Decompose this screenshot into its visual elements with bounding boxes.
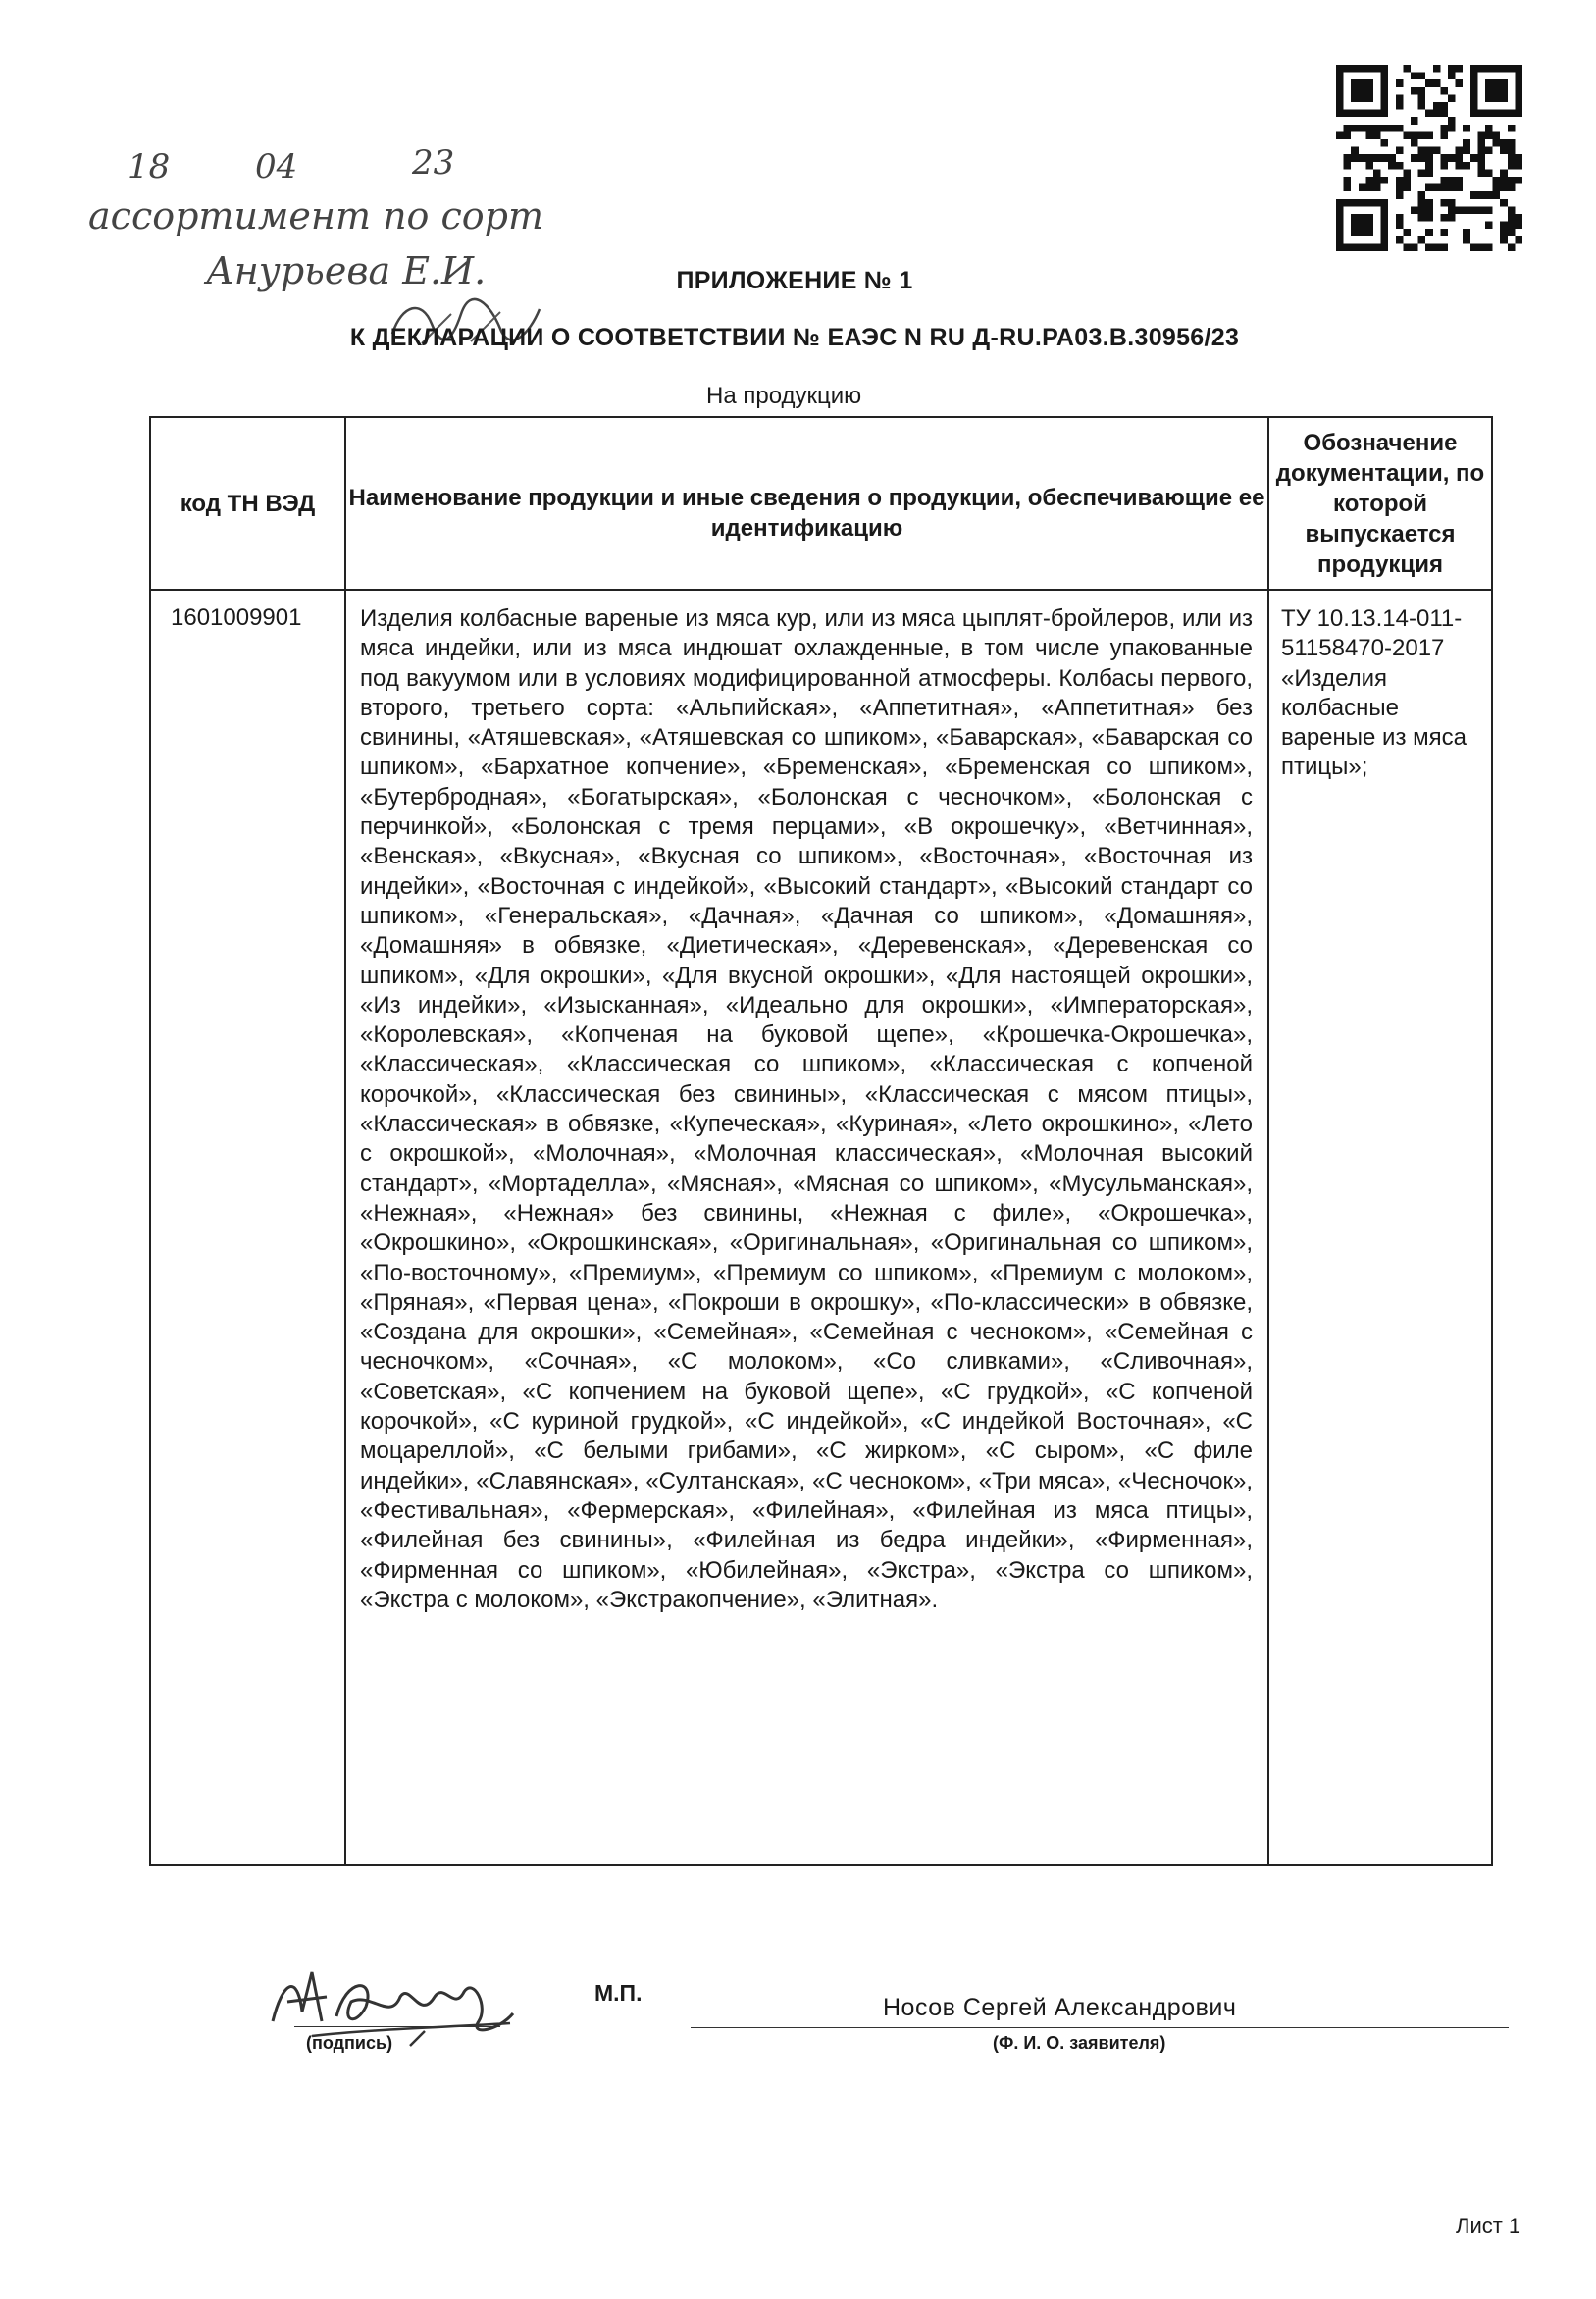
applicant-name-line [691,2027,1509,2028]
signature-caption: (подпись) [306,2033,393,2053]
handwritten-note: ассортимент по сорт [88,194,544,237]
handwritten-name: Анурьева Е.И. [206,249,487,292]
cell-product-description: Изделия колбасные вареные из мяса кур, или из мяса цыплят-бройлеров, или из мяса индейки, или из мяса индюшат охлажденные, в том числе упакованные под вакуумом или в условиях модифицированной атмосферы. Колбасы первого, второго, третьего сорта: «Альпийская», «Аппетитная», «Аппетитная» без свинины, «Атяшевская», «Атяшевская со шпиком», «Баварская», «Баварская со шпиком», «Бархатное копчение», «Бременская», «Бременская со шпиком», «Бутербродная», «Богатырская», «Болонская с чесночком», «Болонская с перчинкой», «Болонская с тремя перцами», «В окрошечку», «Ветчинная», «Венская», «Вкусная», «Вкусная со шпиком», «Восточная», «Восточная из индейки», «Восточная с индейкой», «Высокий стандарт», «Высокий стандарт со шпиком», «Генеральская», «Дачная», «Дачная со шпиком», «Домашняя», «Домашняя» в обвязке, «Диетическая», «Деревенская», «Деревенская со шпиком», «Для окрошки», «Для вкусной окрошки», «Для настоящей окрошки», «Из индейки», «Изысканная», «Идеально для окрошки», «Императорская», «Королевская», «Копченая на буковой щепе», «Крошечка-Окрошечка», «Классическая», «Классическая со шпиком», «Классическая с копченой корочкой», «Классическая без свинины», «Классическая с мясом птицы», «Классическая» в обвязке, «Купеческая», «Куриная», «Лето окрошкино», «Лето с окрошкой», «Молочная», «Молочная классическая», «Молочная высокий стандарт», «Мортаделла», «Мясная», «Мясная со шпиком», «Мусульманская», «Нежная», «Нежная» без свинины, «Нежная с филе», «Окрошечка», «Окрошкино», «Окрошкинская», «Оригинальная», «Оригинальная со шпиком», «По-восточному», «Премиум», «Премиум со шпиком», «Премиум с молоком», «Пряная», «Первая цена», «Покроши в окрошку», «По-классически» в обвязке, «Создана для окрошки», «Семейная», «Семейная с чесноком», «Семейная с чесночком», «Сочная», «С молоком», «Со сливками», «Сливочная», «Советская», «С копчением на буковой щепе», «С грудкой», «С копченой корочкой», «С куриной грудкой», «С индейкой», «С индейкой Восточная», «С моцареллой», «С белыми грибами», «С жирком», «С сыром», «С филе индейки», «Славянская», «Султанская», «С чесноком», «Три мяса», «Чесночок», «Фестивальная», «Фермерская», «Филейная», «Филейная из мяса птицы», «Филейная без свинины», «Филейная из бедра индейки», «Фирменная», «Фирменная со шпиком», «Юбилейная», «Экстра», «Экстра со шпиком», «Экстра с молоком», «Экстракопчение», «Элитная». [360,605,1253,1613]
cell-tnved-code: 1601009901 [171,604,302,631]
column-divider [1267,418,1269,1864]
column-divider [344,418,346,1864]
handwritten-date-day: 18 [128,147,171,186]
declaration-title: К ДЕКЛАРАЦИИ О СООТВЕТСТВИИ № ЕАЭС N RU Д-RU.РА03.В.30956/23 [349,324,1240,351]
annex-title: ПРИЛОЖЕНИЕ № 1 [676,267,913,294]
header-divider [151,589,1491,591]
stamp-place-label: М.П. [594,1980,643,2006]
subtitle: На продукцию [706,383,862,409]
applicant-caption: (Ф. И. О. заявителя) [993,2033,1166,2053]
signature-line [294,2026,500,2027]
product-table [149,416,1493,1866]
qr-code [1336,65,1522,251]
header-product-name: Наименование продукции и иные сведения о продукции, обеспечивающие ее идентификацию [348,485,1265,542]
handwritten-date-month: 04 [255,147,298,186]
cell-documentation: ТУ 10.13.14-011-51158470-2017 «Изделия колбасные вареные из мяса птицы»; [1281,605,1467,781]
applicant-name: Носов Сергей Александрович [883,1994,1237,2021]
header-documentation: Обозначение документации, по которой выпускается продукция [1275,430,1485,578]
header-code: код ТН ВЭД [180,491,316,517]
sheet-number: Лист 1 [1456,2214,1521,2238]
handwritten-resolution [88,143,544,334]
handwritten-date-year: 23 [412,143,455,183]
